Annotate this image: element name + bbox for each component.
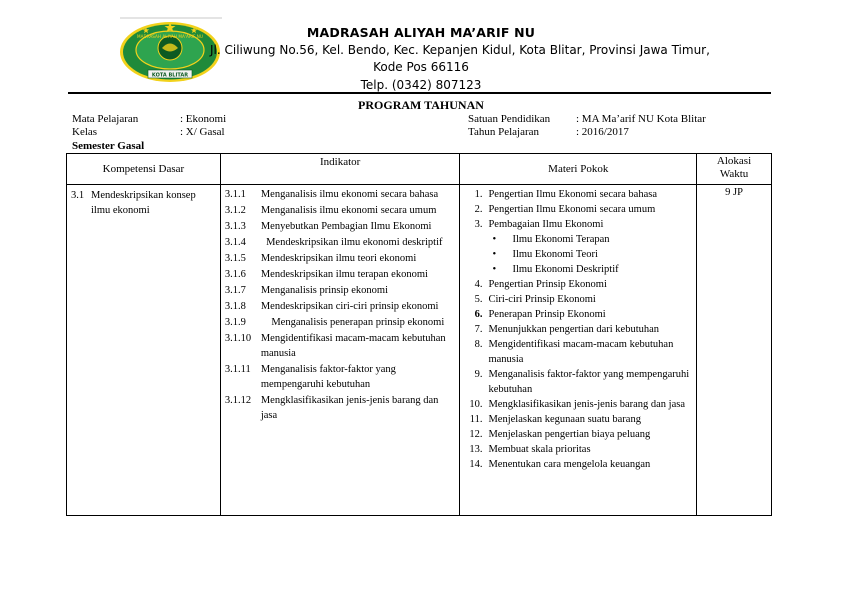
tahun-value: : 2016/2017 xyxy=(576,126,629,138)
indikator-text: Mendeskripsikan ilmu ekonomi deskriptif xyxy=(260,237,443,248)
materi-item xyxy=(466,187,692,202)
materi-item xyxy=(466,337,692,367)
document-title: PROGRAM TAHUNAN xyxy=(358,98,484,112)
alokasi-cell xyxy=(697,185,772,516)
semester-label: Semester Gasal xyxy=(72,140,145,152)
materi-number: 2. xyxy=(474,204,483,215)
indikator-item xyxy=(225,235,456,250)
header-alokasi-line-1: Alokasi xyxy=(716,155,752,167)
header-indikator: Indikator xyxy=(220,154,460,185)
indikator-text: Menganalisis penerapan prinsip ekonomi xyxy=(260,317,445,328)
materi-text: Penerapan Prinsip Ekonomi xyxy=(488,309,606,320)
indikator-text: Menganalisis ilmu ekonomi secara umum xyxy=(260,205,437,216)
materi-subitem-text: Ilmu Ekonomi Terapan xyxy=(512,234,610,245)
indikator-item xyxy=(225,187,456,202)
materi-number: 9. xyxy=(474,369,483,380)
materi-text: Pembagaian Ilmu Ekonomi xyxy=(488,219,604,230)
materi-text: Mengklasifikasikan jenis-jenis barang dan jasa xyxy=(488,399,685,410)
kd-number: 3.1 xyxy=(71,190,85,201)
bullet-icon: • xyxy=(492,234,497,245)
indikator-item xyxy=(225,251,456,266)
table-header-row xyxy=(67,154,772,185)
indikator-number: 3.1.6 xyxy=(224,269,246,280)
indikator-text: Menganalisis prinsip ekonomi xyxy=(260,285,388,296)
materi-subitem-text: Ilmu Ekonomi Deskriptif xyxy=(512,264,619,275)
bullet-icon: • xyxy=(492,249,497,260)
materi-text: Menjelaskan pengertian biaya peluang xyxy=(488,429,651,440)
materi-number: 12. xyxy=(469,429,483,440)
indikator-text: Mendeskripsikan ciri-ciri prinsip ekonomi xyxy=(260,301,439,312)
indikator-text: Mendeskripsikan ilmu teori ekonomi xyxy=(260,253,417,264)
indikator-text: Mendeskripsikan ilmu terapan ekonomi xyxy=(260,269,428,280)
materi-cell xyxy=(460,185,697,516)
materi-item xyxy=(466,367,692,397)
materi-number: 4. xyxy=(474,279,483,290)
kd-text-line-1: Mendeskripsikan konsep xyxy=(91,190,196,201)
materi-number: 7. xyxy=(474,324,483,335)
mapel-label: Mata Pelajaran xyxy=(72,113,139,125)
indikator-item xyxy=(225,203,456,218)
kelas-value: : X/ Gasal xyxy=(180,126,225,138)
letterhead xyxy=(210,24,710,94)
indikator-number: 3.1.11 xyxy=(224,364,251,375)
materi-item xyxy=(466,397,692,412)
indikator-text: Menganalisis ilmu ekonomi secara bahasa xyxy=(260,189,439,200)
materi-item xyxy=(466,427,692,442)
materi-item xyxy=(466,292,692,307)
indikator-text: Menganalisis faktor-faktor yang mempengaruhi kebutuhan xyxy=(260,364,396,390)
alokasi-value: 9 JP xyxy=(725,187,743,198)
address-line-1: Jl. Ciliwung No.56, Kel. Bendo, Kec. Kepanjen Kidul, Kota Blitar, Provinsi Jawa Timur, xyxy=(210,42,710,57)
indikator-item xyxy=(225,331,456,361)
indikator-number: 3.1.5 xyxy=(224,253,246,264)
indikator-number: 3.1.9 xyxy=(224,317,246,328)
materi-number: 8. xyxy=(474,339,483,350)
header-materi-pokok: Materi Pokok xyxy=(460,154,697,185)
indikator-number: 3.1.3 xyxy=(224,221,246,232)
program-table xyxy=(66,153,772,516)
indikator-number: 3.1.10 xyxy=(224,333,252,344)
letterhead-divider xyxy=(68,92,771,94)
materi-text: Menjelaskan kegunaan suatu barang xyxy=(488,414,641,425)
kd-text-line-2: ilmu ekonomi xyxy=(91,205,150,216)
materi-number: 10. xyxy=(469,399,483,410)
materi-number: 11. xyxy=(469,414,483,425)
satuan-value: : MA Ma’arif NU Kota Blitar xyxy=(576,113,706,125)
mapel-value: : Ekonomi xyxy=(180,113,227,125)
materi-text: Membuat skala prioritas xyxy=(488,444,591,455)
logo-arc-text: MADRASAH ALIYAH MA'ARIF NU xyxy=(137,34,203,39)
materi-item xyxy=(466,322,692,337)
materi-number: 3. xyxy=(474,219,483,230)
indikator-item xyxy=(225,267,456,282)
address-line-2: Kode Pos 66116 xyxy=(373,60,469,74)
indikator-item xyxy=(225,362,456,392)
materi-item xyxy=(466,202,692,217)
materi-item xyxy=(466,307,692,322)
phone-number: Telp. (0342) 807123 xyxy=(360,77,482,92)
indikator-text: Menyebutkan Pembagian Ilmu Ekonomi xyxy=(260,221,432,232)
indikator-item xyxy=(225,283,456,298)
indikator-item xyxy=(225,299,456,314)
indikator-number: 3.1.7 xyxy=(224,285,246,296)
indikator-number: 3.1.8 xyxy=(224,301,246,312)
indikator-number: 3.1.2 xyxy=(224,205,246,216)
kelas-label: Kelas xyxy=(72,126,98,138)
materi-item xyxy=(466,457,692,472)
meta-right xyxy=(468,113,768,141)
materi-subitem xyxy=(466,247,692,262)
materi-number: 6. xyxy=(474,309,483,320)
indikator-number: 3.1.12 xyxy=(224,395,252,406)
materi-text: Mengidentifikasi macam-macam kebutuhan manusia xyxy=(488,339,674,365)
table-row xyxy=(67,185,772,516)
materi-text: Pengertian Ilmu Ekonomi secara umum xyxy=(488,204,656,215)
indikator-text: Mengklasifikasikan jenis-jenis barang dan jasa xyxy=(260,395,439,421)
indikator-cell xyxy=(220,185,460,516)
materi-number: 13. xyxy=(469,444,483,455)
materi-item xyxy=(466,277,692,292)
materi-text: Pengertian Prinsip Ekonomi xyxy=(488,279,607,290)
materi-subitem xyxy=(466,232,692,247)
header-alokasi-waktu xyxy=(697,154,772,185)
satuan-label: Satuan Pendidikan xyxy=(468,113,551,125)
materi-text: Pengertian Ilmu Ekonomi secara bahasa xyxy=(488,189,657,200)
indikator-number: 3.1.1 xyxy=(224,189,246,200)
indikator-number: 3.1.4 xyxy=(224,237,246,248)
school-logo xyxy=(118,17,222,83)
materi-item xyxy=(466,412,692,427)
logo-bottom-text: KOTA BLITAR xyxy=(151,72,189,79)
indikator-item xyxy=(225,219,456,234)
header-kompetensi-dasar: Kompetensi Dasar xyxy=(67,154,221,185)
materi-item xyxy=(466,442,692,457)
materi-item xyxy=(466,217,692,232)
header-alokasi-line-2: Waktu xyxy=(719,168,749,180)
bullet-icon: • xyxy=(492,264,497,275)
materi-number: 1. xyxy=(474,189,483,200)
materi-subitem-text: Ilmu Ekonomi Teori xyxy=(512,249,598,260)
school-name: MADRASAH ALIYAH MA’ARIF NU xyxy=(306,25,536,40)
indikator-item xyxy=(225,315,456,330)
indikator-item xyxy=(225,393,456,423)
indikator-text: Mengidentifikasi macam-macam kebutuhan manusia xyxy=(260,333,446,359)
materi-text: Menunjukkan pengertian dari kebutuhan xyxy=(488,324,660,335)
materi-text: Menentukan cara mengelola keuangan xyxy=(488,459,651,470)
materi-text: Menganalisis faktor-faktor yang mempengaruhi kebutuhan xyxy=(488,369,690,395)
materi-text: Ciri-ciri Prinsip Ekonomi xyxy=(488,294,596,305)
materi-number: 14. xyxy=(469,459,483,470)
materi-subitem xyxy=(466,262,692,277)
meta-left xyxy=(72,113,372,141)
tahun-label: Tahun Pelajaran xyxy=(468,126,540,138)
materi-number: 5. xyxy=(474,294,483,305)
kd-cell xyxy=(67,185,221,516)
